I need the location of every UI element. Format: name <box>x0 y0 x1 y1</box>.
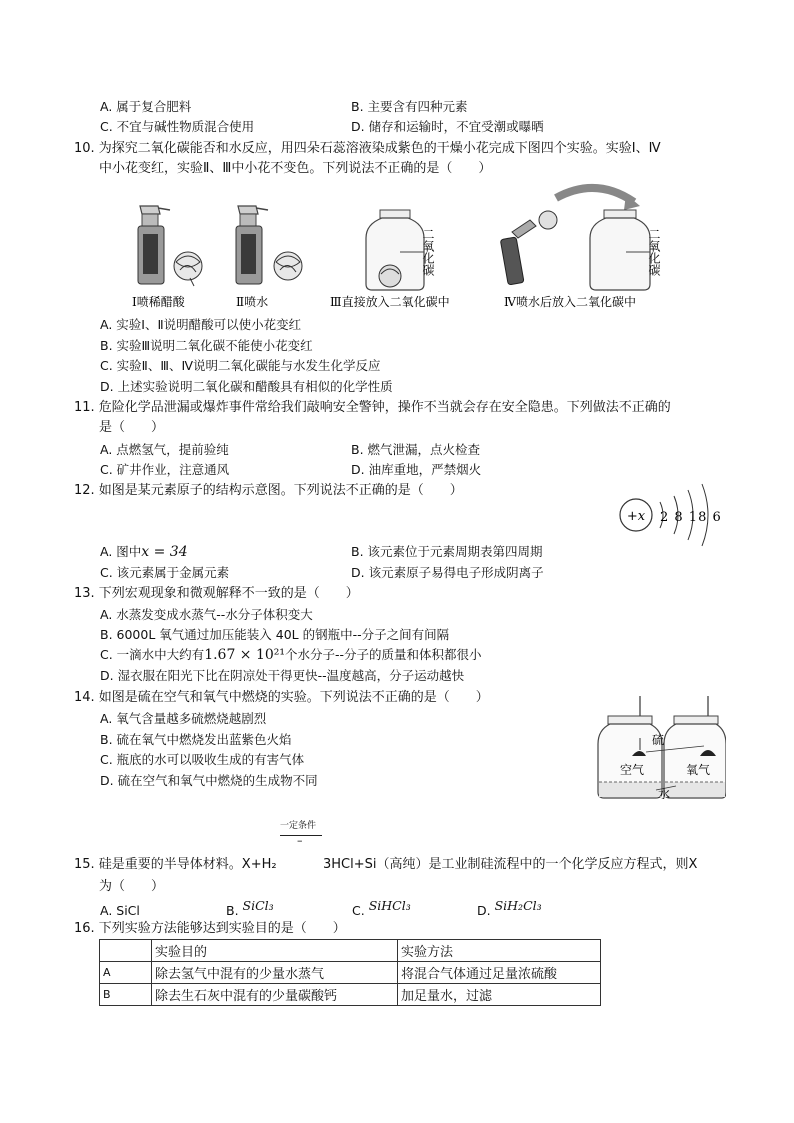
q10-stem-line2: 中小花变红，实验Ⅱ、Ⅲ中小花不变色。下列说法不正确的是（ ） <box>99 161 492 176</box>
q13-option-c-math: 1.67 × 10²¹ <box>204 647 286 663</box>
q10-option-c: C. 实验Ⅱ、Ⅲ、Ⅳ说明二氧化碳能与水发生化学反应 <box>100 358 381 373</box>
atom-shell-electrons: 2 8 18 6 <box>660 510 722 525</box>
table-cell: A <box>100 962 152 984</box>
q13-option-c-prefix: C. 一滴水中大约有 <box>100 647 205 662</box>
q12-option-b: B. 该元素位于元素周期表第四周期 <box>351 544 543 559</box>
q9-option-a: A. 属于复合肥料 <box>100 99 192 114</box>
q13-option-b: B. 6000L 氧气通过加压能装入 40L 的钢瓶中--分子之间有间隔 <box>100 627 450 642</box>
q14-option-c: C. 瓶底的水可以吸收生成的有害气体 <box>100 752 305 767</box>
label-oxygen: 氧气 <box>686 763 711 777</box>
q15-reaction-dash: – <box>297 834 303 847</box>
q15-option-d-label: D. <box>477 903 491 918</box>
q12-option-a <box>100 543 188 561</box>
q13-stem: 13. 下列宏观现象和微观解释不一致的是（ ） <box>74 586 359 601</box>
atom-nucleus-label: +x <box>626 509 646 524</box>
q11-option-c: C. 矿井作业，注意通风 <box>100 462 230 477</box>
q10-label-4: Ⅳ喷水后放入二氧化碳中 <box>504 295 636 309</box>
flower-icon <box>174 252 202 286</box>
q13-option-a: A. 水蒸发变成水蒸气--水分子体积变大 <box>100 607 313 622</box>
q13-option-c-suffix: 个水分子--分子的质量和体积都很小 <box>285 647 482 662</box>
table-cell: 加足量水，过滤 <box>398 984 601 1006</box>
q11-option-b: B. 燃气泄漏，点火检查 <box>351 442 481 457</box>
table-header-row <box>100 940 601 962</box>
q12-option-a-math: x = 34 <box>141 544 188 560</box>
table-cell: 将混合气体通过足量浓硫酸 <box>398 962 601 984</box>
q11-stem-line2: 是（ ） <box>99 420 165 435</box>
sulfur-combustion-figure <box>596 694 726 804</box>
q10-option-a: A. 实验Ⅰ、Ⅱ说明醋酸可以使小花变红 <box>100 317 302 332</box>
q15-stem-prefix: 15. 硅是重要的半导体材料。X+H₂ <box>74 857 277 872</box>
spray-bottle-icon <box>500 211 557 285</box>
table-cell: 除去生石灰中混有的少量碳酸钙 <box>152 984 398 1006</box>
q15-option-c-formula: SiHCl₃ <box>368 898 411 913</box>
q10-label-3: Ⅲ直接放入二氧化碳中 <box>330 295 450 309</box>
table-row <box>100 984 601 1006</box>
q10-label-1: Ⅰ喷稀醋酸 <box>132 295 185 309</box>
q12-stem: 12. 如图是某元素原子的结构示意图。下列说法不正确的是（ ） <box>74 483 463 498</box>
q10-option-b: B. 实验Ⅲ说明二氧化碳不能使小花变红 <box>100 338 313 353</box>
atom-structure-diagram <box>616 482 726 552</box>
gas-jar-icon <box>590 210 650 290</box>
table-cell: 除去氢气中混有的少量水蒸气 <box>152 962 398 984</box>
q12-option-c: C. 该元素属于金属元素 <box>100 565 230 580</box>
q10-label-2: Ⅱ喷水 <box>236 295 269 309</box>
table-header-cell: 实验方法 <box>398 940 601 962</box>
table-header-cell: 实验目的 <box>152 940 398 962</box>
q13-option-c <box>100 646 482 664</box>
q15-option-d-formula: SiH₂Cl₃ <box>494 898 542 913</box>
spray-bottle-icon <box>138 206 170 284</box>
q15-stem-line2: 为（ ） <box>99 879 165 894</box>
q14-stem: 14. 如图是硫在空气和氧气中燃烧的实验。下列说法不正确的是（ ） <box>74 690 489 705</box>
q15-option-b-formula: SiCl₃ <box>242 898 274 913</box>
q10-bottle-text-1: 二氧化碳 <box>421 228 435 276</box>
q16-stem: 16. 下列实验方法能够达到实验目的是（ ） <box>74 921 346 936</box>
flower-icon <box>274 252 302 280</box>
q15-stem-suffix: 3HCl+Si（高纯）是工业制硅流程中的一个化学反应方程式，则X <box>323 857 698 872</box>
q14-option-a: A. 氧气含量越多硫燃烧越剧烈 <box>100 711 267 726</box>
q13-option-d: D. 湿衣服在阳光下比在阴凉处干得更快--温度越高，分子运动越快 <box>100 668 465 683</box>
q15-option-b <box>226 898 274 920</box>
label-air: 空气 <box>620 763 645 777</box>
q10-stem-line1: 10. 为探究二氧化碳能否和水反应，用四朵石蕊溶液染成紫色的干燥小花完成下图四个实验。实验Ⅰ、Ⅳ <box>74 141 661 156</box>
q15-option-d <box>477 898 542 920</box>
label-sulfur: 硫 <box>652 733 665 747</box>
q9-option-d: D. 储存和运输时，不宜受潮或曝晒 <box>351 119 544 134</box>
curved-arrow-icon <box>556 188 634 202</box>
q10-experiment-figure <box>128 180 668 314</box>
q15-option-c-label: C. <box>352 903 365 918</box>
q12-option-a-prefix: A. 图中 <box>100 544 142 559</box>
gas-jar-icon <box>366 210 424 290</box>
q15-option-c <box>352 898 411 920</box>
q9-option-b: B. 主要含有四种元素 <box>351 99 468 114</box>
q14-option-b: B. 硫在氧气中燃烧发出蓝紫色火焰 <box>100 732 292 747</box>
q9-option-c: C. 不宜与碱性物质混合使用 <box>100 119 255 134</box>
q15-option-b-label: B. <box>226 903 239 918</box>
q15-option-a: A. SiCl <box>100 903 140 918</box>
q10-bottle-text-2: 二氧化碳 <box>647 228 661 276</box>
table-row <box>100 962 601 984</box>
spray-bottle-icon <box>236 206 268 284</box>
q11-option-a: A. 点燃氢气，提前验纯 <box>100 442 229 457</box>
q15-reaction-condition: 一定条件 <box>280 821 317 831</box>
label-water: 水 <box>658 787 671 801</box>
q14-option-d: D. 硫在空气和氧气中燃烧的生成物不同 <box>100 773 318 788</box>
q16-experiment-table <box>99 939 601 1006</box>
table-cell: B <box>100 984 152 1006</box>
q10-option-d: D. 上述实验说明二氧化碳和醋酸具有相似的化学性质 <box>100 379 393 394</box>
table-header-cell <box>100 940 152 962</box>
q11-option-d: D. 油库重地，严禁烟火 <box>351 462 482 477</box>
q11-stem-line1: 11. 危险化学品泄漏或爆炸事件常给我们敲响安全警钟，操作不当就会存在安全隐患。下列做法不正确的 <box>74 400 671 415</box>
q12-option-d: D. 该元素原子易得电子形成阴离子 <box>351 565 544 580</box>
